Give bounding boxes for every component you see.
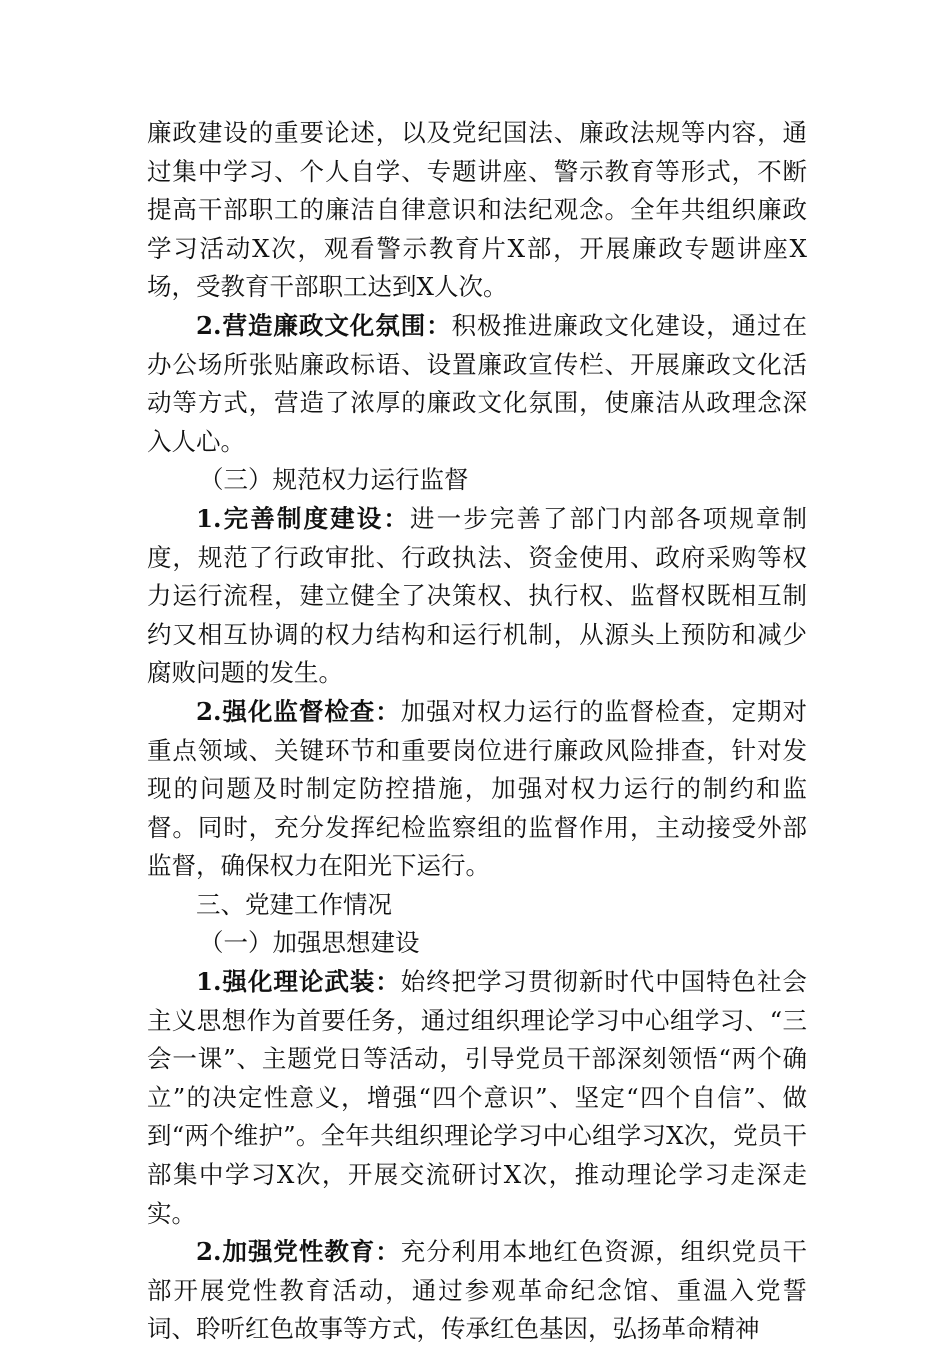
paragraph-lead: 1.完善制度建设： bbox=[196, 503, 410, 533]
paragraph-text: 进一步完善了部门内部各项规章制度，规范了行政审批、行政执法、资金使用、政府采购等权力运行流程，建立健全了决策权、执行权、监督权既相互制约又相互协调的权力结构和运行机制，从源头上预防和减少腐败问题的发生。 bbox=[147, 503, 808, 688]
paragraph-text: 充分利用本地红色资源，组织党员干部开展党性教育活动，通过参观革命纪念馆、重温入党誓词、聆听红色故事等方式，传承红色基因，弘扬革命精神 bbox=[147, 1237, 807, 1344]
paragraph-text: 积极推进廉政文化建设，通过在办公场所张贴廉政标语、设置廉政宣传栏、开展廉政文化活动等方式，营造了浓厚的廉政文化氛围，使廉洁从政理念深入人心。 bbox=[147, 310, 807, 456]
paragraph-lead: 2.加强党性教育： bbox=[196, 1237, 401, 1267]
paragraph-lead: 2.营造廉政文化氛围： bbox=[196, 310, 452, 340]
paragraph-item-party-education bbox=[147, 1233, 807, 1349]
document-body bbox=[147, 114, 807, 1349]
paragraph-text: 加强对权力运行的监督检查，定期对重点领域、关键环节和重要岗位进行廉政风险排查，针对发现的问题及时制定防控措施，加强对权力运行的制约和监督。同时，充分发挥纪检监察组的监督作用，主动接受外部监督，确保权力在阳光下运行。 bbox=[147, 696, 807, 881]
subheading-power-supervision: （三）规范权力运行监督 bbox=[199, 465, 469, 495]
paragraph-item-theory-arming bbox=[147, 963, 807, 1233]
paragraph-item-supervision-inspection bbox=[147, 693, 807, 886]
section-heading-party-building: 三、党建工作情况 bbox=[196, 889, 392, 919]
paragraph-item-system-building bbox=[147, 500, 807, 693]
paragraph-lead: 1.强化理论武装： bbox=[196, 967, 401, 997]
paragraph-text: 廉政建设的重要论述，以及党纪国法、廉政法规等内容，通过集中学习、个人自学、专题讲座、警示教育等形式，不断提高干部职工的廉洁自律意识和法纪观念。全年共组织廉政学习活动X次，观看警示教育片X部，开展廉政专题讲座X场，受教育干部职工达到X人次。 bbox=[147, 118, 807, 302]
paragraph-item-culture-atmosphere bbox=[147, 307, 807, 461]
paragraph-body-continuation bbox=[147, 114, 807, 307]
paragraph-lead: 2.强化监督检查： bbox=[196, 696, 401, 726]
paragraph-text: 始终把学习贯彻新时代中国特色社会主义思想作为首要任务，通过组织理论学习中心组学习、“三会一课”、主题党日等活动，引导党员干部深刻领悟“两个确立”的决定性意义，增强“四个意识”、坚定“四个自信”、做到“两个维护”。全年共组织理论学习中心组学习X次，党员干部集中学习X次，开展交流研讨X次，推动理论学习走深走实。 bbox=[147, 967, 807, 1228]
subheading-ideological-building: （一）加强思想建设 bbox=[199, 928, 420, 958]
